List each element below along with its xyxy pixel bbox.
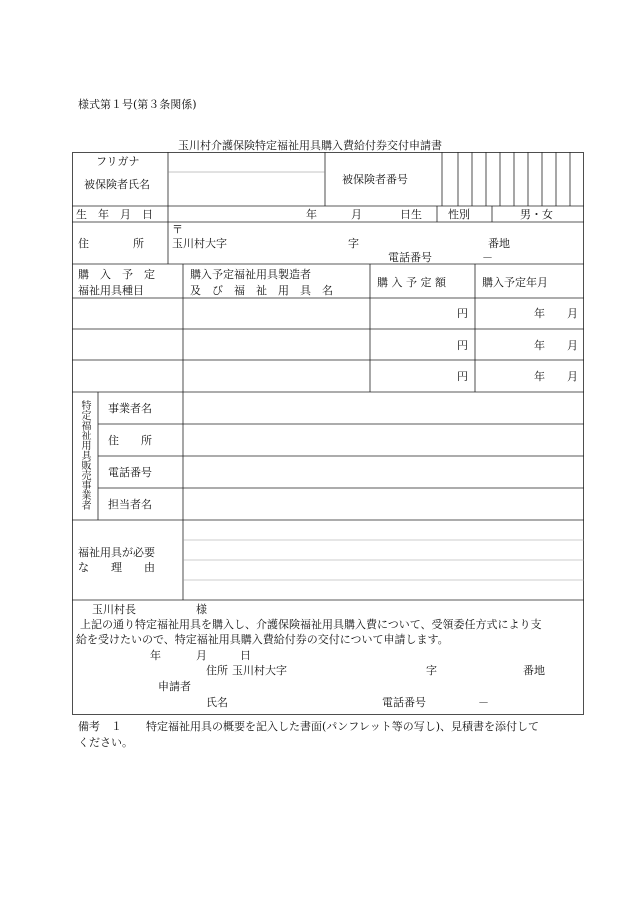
manufacturer-header-line2: 及 び 福 祉 用 具 名 [190, 284, 333, 297]
address-village: 玉川村大字 [172, 237, 227, 250]
planned-amount-header: 購 入 予 定 額 [377, 276, 446, 289]
planned-month-header: 購入予定年月 [482, 276, 548, 289]
declaration-body-line1: 上記の通り特定福祉用具を購入し、介護保険福祉用具購入費について、受領委任方式により支 [80, 618, 542, 631]
furigana-label: フリガナ [96, 155, 140, 168]
form-number: 様式第１号(第３条関係) [78, 98, 197, 111]
date-year: 年 [150, 649, 161, 662]
address-banchi: 番地 [488, 237, 510, 250]
purchase-item-header-line2: 福祉用具種目 [78, 284, 144, 297]
applicant-label: 申請者 [158, 680, 191, 693]
row1-year: 年 [534, 307, 545, 320]
row1-month: 月 [567, 307, 578, 320]
insured-number-label: 被保険者番号 [342, 173, 408, 186]
postal-mark-icon: 〒 [172, 223, 183, 236]
address-phone-label: 電話番号 [388, 251, 432, 264]
row2-month: 月 [567, 339, 578, 352]
row1-yen: 円 [457, 307, 468, 320]
insured-name-field[interactable] [169, 173, 324, 205]
address-phone-dash: － [482, 251, 493, 264]
address-aza: 字 [348, 237, 359, 250]
applicant-phone-dash: － [478, 696, 489, 709]
address-label: 住 所 [78, 237, 144, 250]
vendor-person-label: 担当者名 [108, 498, 152, 511]
manufacturer-header-line1: 購入予定福祉用具製造者 [190, 268, 311, 281]
addressee-sama: 様 [196, 603, 207, 616]
vendor-side-label: 特定福祉用具販売事業者 [79, 400, 90, 510]
applicant-aza: 字 [426, 664, 437, 677]
row3-yen: 円 [457, 370, 468, 383]
addressee: 玉川村長 [92, 603, 136, 616]
reason-label-line1: 福祉用具が必要 [78, 546, 155, 559]
declaration-body-line2: 給を受けたいので、特定福祉用具購入費給付券の交付について申請します。 [76, 633, 449, 646]
birth-date-label: 生 年 月 日 [76, 208, 153, 221]
gender-label: 性別 [448, 208, 470, 221]
birth-day: 日生 [400, 208, 422, 221]
notes-line2: ください。 [78, 736, 133, 749]
notes-line1: 特定福祉用具の概要を記入した書面(パンフレット等の写し)、見積書を添付して [146, 720, 540, 733]
applicant-banchi: 番地 [523, 664, 545, 677]
insured-name-label: 被保険者氏名 [84, 178, 150, 191]
vendor-phone-label: 電話番号 [108, 466, 152, 479]
form-title: 玉川村介護保険特定福祉用具購入費給付券交付申請書 [178, 139, 442, 152]
reason-label-line2: な 理 由 [78, 561, 155, 574]
applicant-name-label: 氏名 [206, 696, 228, 709]
gender-options[interactable]: 男・女 [520, 208, 553, 221]
date-day: 日 [240, 649, 251, 662]
applicant-village: 玉川村大字 [232, 664, 287, 677]
vendor-business-name-label: 事業者名 [108, 402, 152, 415]
applicant-phone-label: 電話番号 [382, 696, 426, 709]
date-month: 月 [196, 649, 207, 662]
application-form [72, 152, 584, 715]
row3-year: 年 [534, 370, 545, 383]
birth-year: 年 [306, 208, 317, 221]
vendor-address-label: 住 所 [108, 434, 152, 447]
applicant-address-label: 住所 [206, 664, 228, 677]
row2-year: 年 [534, 339, 545, 352]
furigana-field[interactable] [169, 153, 324, 171]
notes-prefix: 備考 １ [78, 720, 122, 733]
row2-yen: 円 [457, 339, 468, 352]
birth-month: 月 [351, 208, 362, 221]
purchase-item-header-line1: 購 入 予 定 [78, 268, 155, 281]
row3-month: 月 [567, 370, 578, 383]
